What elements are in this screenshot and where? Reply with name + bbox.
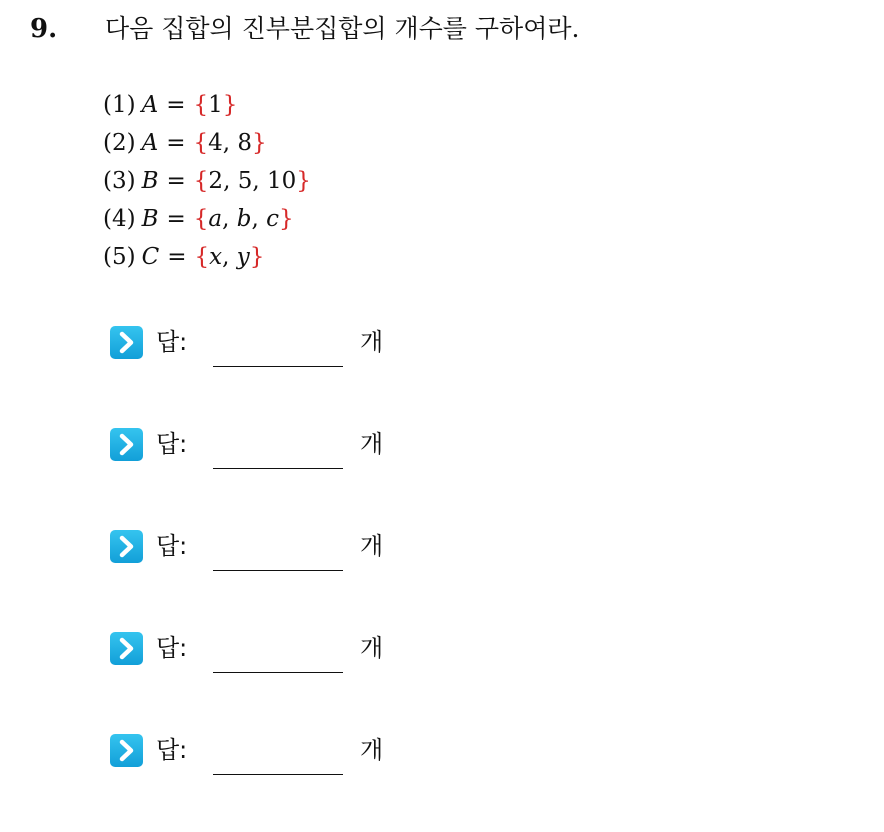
set-element: b	[236, 206, 252, 232]
close-brace: }	[252, 130, 267, 156]
set-element: c	[266, 206, 280, 232]
set-literal	[194, 168, 311, 194]
equals-sign: =	[166, 168, 186, 194]
set-element: 2	[208, 168, 224, 194]
set-list	[103, 86, 311, 276]
set-element: 5	[237, 168, 253, 194]
set-variable: A	[141, 130, 159, 156]
set-literal	[194, 206, 294, 232]
open-brace: {	[193, 168, 209, 194]
answer-label: 답:	[156, 736, 188, 764]
set-item	[103, 200, 311, 238]
set-literal	[194, 244, 264, 270]
set-literal	[194, 92, 238, 118]
close-brace: }	[222, 92, 238, 118]
set-element: 8	[237, 130, 253, 156]
set-item	[103, 86, 311, 124]
comma: ,	[252, 168, 267, 194]
answer-list	[110, 322, 410, 832]
set-item	[103, 238, 311, 276]
item-number: (3)	[103, 168, 136, 194]
answer-blank[interactable]	[213, 366, 343, 367]
item-number: (2)	[103, 130, 136, 156]
answer-label: 답:	[156, 532, 188, 560]
set-variable: A	[141, 92, 159, 118]
comma: ,	[222, 206, 237, 232]
chevron-right-icon	[110, 326, 143, 359]
answer-label: 답:	[156, 430, 188, 458]
set-element: a	[208, 206, 223, 232]
set-element: y	[236, 244, 250, 270]
question-text: 다음 집합의 진부분집합의 개수를 구하여라.	[105, 14, 580, 43]
chevron-right-icon	[110, 632, 143, 665]
answer-row	[110, 628, 410, 730]
set-item	[103, 124, 311, 162]
set-element: 4	[208, 130, 223, 156]
equals-sign: =	[167, 244, 187, 270]
answer-blank[interactable]	[213, 468, 343, 469]
open-brace: {	[193, 130, 209, 156]
set-element: 10	[266, 168, 297, 194]
question-number: 9.	[30, 14, 58, 44]
answer-row	[110, 424, 410, 526]
answer-unit: 개	[360, 532, 384, 560]
close-brace: }	[249, 244, 265, 270]
open-brace: {	[193, 206, 209, 232]
set-variable: B	[141, 168, 159, 194]
close-brace: }	[296, 168, 311, 194]
set-literal	[194, 130, 267, 156]
item-number: (4)	[103, 206, 136, 232]
chevron-right-icon	[110, 428, 143, 461]
answer-label: 답:	[156, 328, 188, 356]
set-variable: C	[141, 244, 160, 270]
set-element: 1	[208, 92, 223, 118]
answer-unit: 개	[360, 328, 384, 356]
item-number: (5)	[103, 244, 136, 270]
answer-blank[interactable]	[213, 672, 343, 673]
comma: ,	[222, 130, 238, 156]
comma: ,	[251, 206, 267, 232]
set-variable: B	[141, 206, 159, 232]
answer-row	[110, 730, 410, 832]
answer-row	[110, 526, 410, 628]
close-brace: }	[279, 206, 294, 232]
open-brace: {	[193, 92, 209, 118]
answer-blank[interactable]	[213, 570, 343, 571]
equals-sign: =	[166, 206, 186, 232]
item-number: (1)	[103, 92, 136, 118]
equals-sign: =	[166, 130, 186, 156]
comma: ,	[222, 244, 237, 270]
chevron-right-icon	[110, 530, 143, 563]
answer-unit: 개	[360, 430, 384, 458]
answer-label: 답:	[156, 634, 188, 662]
chevron-right-icon	[110, 734, 143, 767]
answer-unit: 개	[360, 634, 384, 662]
open-brace: {	[194, 244, 210, 270]
comma: ,	[223, 168, 238, 194]
answer-blank[interactable]	[213, 774, 343, 775]
equals-sign: =	[166, 92, 186, 118]
set-item	[103, 162, 311, 200]
set-element: x	[209, 244, 223, 270]
answer-row	[110, 322, 410, 424]
answer-unit: 개	[360, 736, 384, 764]
